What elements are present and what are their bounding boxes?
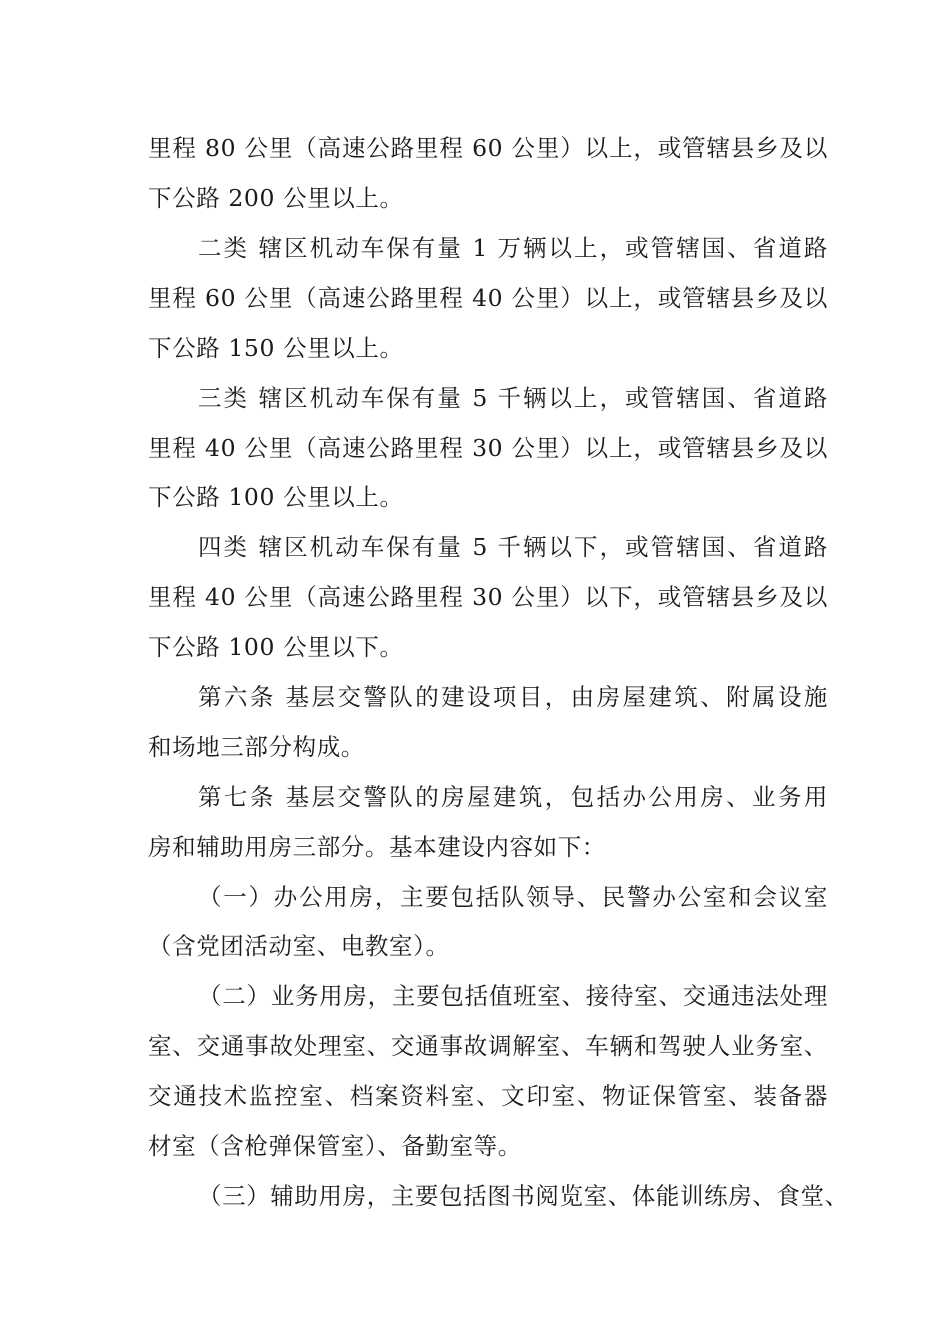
text-line-1: 里程 80 公里（高速公路里程 60 公里）以上，或管辖县乡及以: [148, 134, 828, 162]
text-line-17: （含党团活动室、电教室）。: [148, 932, 450, 960]
text-line-10: 里程 40 公里（高速公路里程 30 公里）以下，或管辖县乡及以: [148, 583, 828, 611]
text-line-16: （一）办公用房，主要包括队领导、民警办公室和会议室: [198, 883, 828, 911]
text-line-5: 下公路 150 公里以上。: [148, 334, 404, 362]
text-line-2: 下公路 200 公里以上。: [148, 184, 404, 212]
text-line-6: 三类 辖区机动车保有量 5 千辆以上，或管辖国、省道路: [198, 384, 828, 412]
text-line-15: 房和辅助用房三部分。基本建设内容如下：: [148, 833, 606, 861]
text-line-22: （三）辅助用房，主要包括图书阅览室、体能训练房、食堂、: [198, 1182, 849, 1210]
text-line-7: 里程 40 公里（高速公路里程 30 公里）以上，或管辖县乡及以: [148, 434, 828, 462]
text-line-14: 第七条 基层交警队的房屋建筑，包括办公用房、业务用: [198, 783, 828, 811]
text-line-9: 四类 辖区机动车保有量 5 千辆以下，或管辖国、省道路: [198, 533, 828, 561]
text-line-19: 室、交通事故处理室、交通事故调解室、车辆和驾驶人业务室、: [148, 1032, 828, 1060]
text-line-21: 材室（含枪弹保管室）、备勤室等。: [148, 1132, 522, 1160]
text-line-8: 下公路 100 公里以上。: [148, 483, 404, 511]
text-line-4: 里程 60 公里（高速公路里程 40 公里）以上，或管辖县乡及以: [148, 284, 828, 312]
text-line-13: 和场地三部分构成。: [148, 733, 365, 761]
text-line-20: 交通技术监控室、档案资料室、文印室、物证保管室、装备器: [148, 1082, 828, 1110]
text-line-11: 下公路 100 公里以下。: [148, 633, 404, 661]
text-line-18: （二）业务用房，主要包括值班室、接待室、交通违法处理: [198, 982, 828, 1010]
text-line-3: 二类 辖区机动车保有量 1 万辆以上，或管辖国、省道路: [198, 234, 828, 262]
text-line-12: 第六条 基层交警队的建设项目，由房屋建筑、附属设施: [198, 683, 828, 711]
